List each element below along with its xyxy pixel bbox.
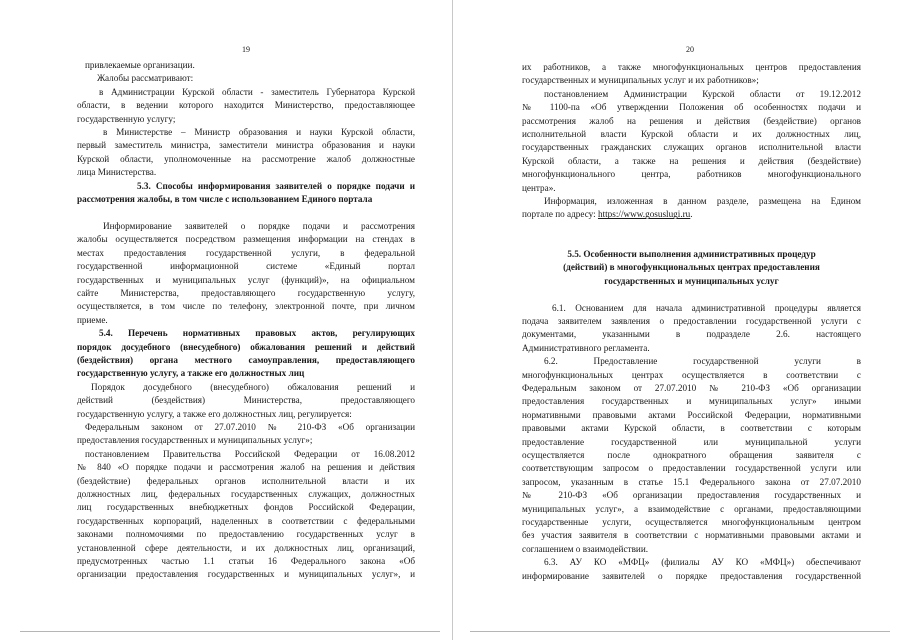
text-line: лица Министерства. — [77, 167, 157, 178]
text-line: № 1100-па «Об утверждении Положения об особенностях подачи и — [522, 102, 861, 113]
text-line: предоставления государственных и муниципальных услуг»; — [77, 435, 313, 446]
text-line: предоставление государственной или муниципальной услуги — [522, 436, 861, 447]
section-heading: 5.5. Особенности выполнения административных процедур — [567, 248, 816, 259]
right-page — [453, 0, 905, 640]
text-line: действий (бездействия) Министерства, предоставляющего — [77, 395, 415, 406]
text-line: многофункциональных центрах осуществляется в соответствии с — [522, 369, 861, 380]
text-line: государственных и муниципальных услуг и их работников»; — [522, 75, 759, 86]
text-line: установленной сфере деятельности, и их должностных лиц, организаций, — [77, 542, 415, 553]
text-line: Курской области, уполномоченные на рассмотрение жалоб должностные — [77, 153, 415, 164]
text-line: многофункционального центра, работников многофункционального — [522, 169, 861, 180]
section-heading: государственную услугу, а также его должностных лиц — [77, 368, 305, 379]
left-page-text — [77, 59, 415, 582]
text-line: № 840 «О порядке подачи и рассмотрения жалоб на решения и действия — [77, 462, 415, 473]
text-line: государственных и муниципальных услуг (функций)», на официальном — [77, 274, 415, 285]
text-line: сайте Министерства, предоставляющего государственную услугу, — [77, 287, 415, 298]
text-line: Федеральным законом от 27.07.2010 № 210-ФЗ «Об организации — [522, 382, 861, 393]
gosuslugi-link[interactable]: https://www.gosuslugi.ru — [597, 209, 691, 220]
text-line: запросом, указанным в статье 15.1 Федерального закона от 27.07.2010 — [522, 476, 861, 487]
section-heading: (бездействия) органа местного самоуправления, предоставляющего — [77, 354, 415, 365]
text-line: центра». — [522, 182, 556, 193]
text-fragment: портале по адресу: — [522, 209, 598, 220]
text-line: осуществляется после однократного обращения заявителя с — [522, 449, 861, 460]
section-heading: (действий) в многофункциональных центрах предоставления — [563, 262, 820, 273]
text-line: Федеральным законом от 27.07.2010 № 210-ФЗ «Об организации — [85, 421, 415, 432]
text-line: должностных лиц, федеральных государственных служащих, должностных — [77, 489, 415, 499]
text-line: предусмотренных частью 1.1 статьи 16 Федерального закона «Об — [77, 556, 415, 567]
text-line: первый заместитель министра, заместители министра образования и науки — [77, 140, 415, 151]
text-line: привлекаемые организации. — [85, 60, 195, 70]
text-line: № 210-ФЗ «Об организации предоставления государственных и — [522, 490, 861, 501]
text-line: Информация, изложенная в данном разделе, размещена на Едином — [544, 196, 861, 207]
text-line: соглашением о взаимодействии. — [522, 543, 649, 554]
text-line: правовыми актами Курской области, в соответствии с которым — [522, 423, 861, 434]
text-line: Курской области, а также на решения и действия (бездействие) — [522, 155, 861, 166]
text-line: постановлением Правительства Российской Федерации от 16.08.2012 — [85, 448, 415, 459]
text-line: государственной информационной системе «Единый портал — [77, 261, 415, 272]
text-line: приеме. — [77, 314, 108, 325]
text-line — [522, 208, 861, 221]
page-number: 20 — [686, 45, 694, 54]
section-heading: рассмотрения жалобы, в том числе с использованием Единого портала — [77, 194, 373, 205]
section-heading: порядок досудебного (внесудебного) обжалования решений и действий — [77, 341, 415, 352]
text-fragment: . — [690, 209, 693, 220]
text-line: документами, указанными в подразделе 2.6. настоящего — [522, 329, 861, 340]
text-line: исполнительной власти Курской области и их должностных лиц, — [522, 129, 861, 140]
section-heading: 5.4. Перечень нормативных правовых актов, регулирующих — [99, 328, 415, 339]
text-line: без участия заявителя в соответствии с нормативными правовыми актами и — [522, 530, 861, 541]
text-line: в Администрации Курской области - заместитель Губернатора Курской — [99, 86, 415, 97]
text-line: жалобы осуществляется посредством размещения информации на стендах в — [77, 234, 415, 245]
section-heading: государственных и муниципальных услуг — [604, 275, 779, 286]
text-line: Порядок досудебного (внесудебного) обжалования решений и — [91, 381, 415, 392]
text-line: местах предоставления государственной услуги, в федеральной — [77, 247, 415, 258]
text-line: (бездействие) федеральных органов исполнительной власти и их — [77, 475, 415, 486]
text-line: лиц государственных внебюджетных фондов Российской Федерации, — [77, 502, 415, 513]
text-line: постановлением Администрации Курской области от 19.12.2012 — [544, 88, 861, 99]
text-line: информирование заявителей о порядке предоставления государственной — [522, 570, 861, 581]
text-line: осуществляется, в том числе по телефону, электронной почте, при личном — [77, 301, 415, 312]
text-line: рассмотрения жалоб на решения и действия (бездействие) органов — [522, 115, 861, 126]
text-line: государственных гражданских служащих органов исполнительной власти — [522, 142, 861, 153]
right-page-text — [522, 61, 861, 583]
text-line: Жалобы рассматривают: — [97, 73, 194, 84]
text-line: в Министерстве – Министр образования и науки Курской области, — [103, 127, 415, 138]
text-line: 6.2. Предоставление государственной услуги в — [544, 356, 861, 367]
text-line: государственную услугу, а также его должностных лиц, регулируется: — [77, 408, 352, 419]
text-line: их работников, а также многофункциональных центров предоставления — [522, 62, 861, 72]
text-line: 6.3. АУ КО «МФЦ» (филиалы АУ КО «МФЦ») обеспечивают — [544, 557, 861, 568]
text-line: Информирование заявителей о порядке подачи и рассмотрения — [103, 220, 415, 231]
text-line: Административного регламента. — [522, 342, 650, 353]
text-line: нормативными правовыми актами Российской Федерации, нормативными — [522, 409, 861, 420]
text-line: предоставления государственных и муниципальных услуг» иными — [522, 396, 861, 407]
text-line: государственную услугу; — [77, 113, 176, 124]
text-line: государственных корпораций, наделенных в соответствии с федеральными — [77, 515, 415, 526]
section-heading: 5.3. Способы информирования заявителей о порядке подачи и — [137, 180, 415, 191]
text-line: законами полномочиями по предоставлению государственных услуг в — [77, 529, 415, 540]
text-line: муниципальных услуг», а взаимодействие с органами, предоставляющими — [522, 503, 861, 514]
page-number: 19 — [242, 45, 250, 54]
text-line: 6.1. Основанием для начала административной процедуры является — [552, 302, 861, 313]
text-line: государственные услуги, осуществляется многофункциональным центром — [522, 517, 861, 527]
text-line: соответствующим запросом о предоставлении государственной услуги или — [522, 463, 861, 474]
text-line: области, в ведении которого находится Министерство, предоставляющее — [77, 100, 415, 111]
left-page — [0, 0, 452, 640]
text-line: организации предоставления государственных и муниципальных услуг», и — [77, 569, 415, 580]
text-line: подача заявителем заявления о предоставлении государственной услуги с — [522, 315, 861, 326]
